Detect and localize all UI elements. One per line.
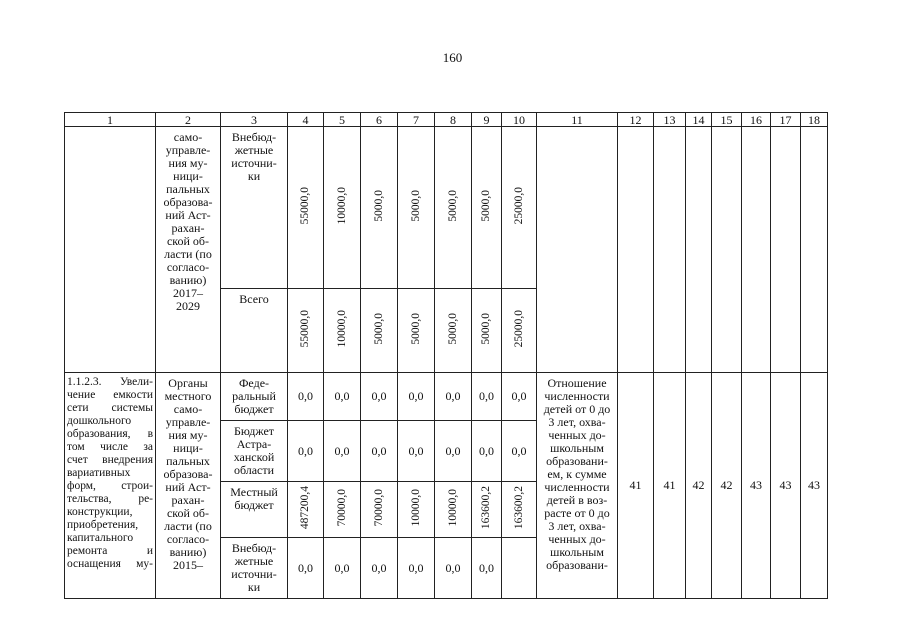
amount-cell: 0,0 (288, 538, 324, 599)
target-value-cell: 43 (742, 373, 771, 599)
amount-value: 5000,0 (480, 190, 492, 222)
amount-value: 10000,0 (446, 489, 459, 527)
measure-line: счет внедрения (67, 454, 153, 466)
header-cell: 11 (537, 113, 618, 127)
amount-cell: 0,0 (288, 421, 324, 482)
header-cell: 2 (156, 113, 221, 127)
amount-value: 10000,0 (409, 489, 422, 527)
funding-source-cell: Внебюд- жетные источни- ки (221, 127, 288, 289)
amount-cell (472, 127, 502, 289)
amount-cell: 0,0 (435, 421, 472, 482)
header-cell: 1 (65, 113, 156, 127)
amount-value: 5000,0 (446, 190, 459, 222)
amount-value: 487200,4 (299, 486, 311, 530)
table-row (65, 373, 828, 421)
target-cell-empty (654, 127, 686, 373)
amount-cell: 0,0 (288, 373, 324, 421)
amount-cell: 0,0 (472, 538, 502, 599)
amount-cell (361, 127, 398, 289)
target-cell-empty (801, 127, 828, 373)
measure-line: том числе за (67, 441, 153, 453)
target-value-cell: 41 (618, 373, 654, 599)
page-number: 160 (442, 50, 463, 65)
measure-line: капитального (67, 532, 134, 544)
amount-cell (502, 127, 537, 289)
amount-cell (288, 482, 324, 538)
measure-line: конструкции, (67, 506, 133, 518)
amount-cell (502, 482, 537, 538)
amount-value: 10000,0 (335, 310, 348, 348)
amount-cell: 0,0 (361, 538, 398, 599)
amount-cell (324, 127, 361, 289)
measure-line: дошкольного (67, 415, 132, 427)
amount-value: 5000,0 (372, 190, 385, 222)
amount-cell (361, 289, 398, 373)
amount-cell (398, 289, 435, 373)
amount-cell (472, 482, 502, 538)
amount-cell (502, 289, 537, 373)
amount-cell: 0,0 (472, 421, 502, 482)
header-cell: 9 (472, 113, 502, 127)
amount-cell: 0,0 (435, 538, 472, 599)
amount-value: 5000,0 (446, 313, 459, 345)
measure-line: приобретения, (67, 519, 139, 531)
amount-cell: 0,0 (324, 421, 361, 482)
measure-line: форм, строи- (67, 480, 153, 492)
amount-cell: 0,0 (361, 373, 398, 421)
amount-cell: 0,0 (398, 373, 435, 421)
header-cell: 16 (742, 113, 771, 127)
amount-cell: 0,0 (502, 421, 537, 482)
amount-value: 55000,0 (299, 310, 311, 348)
header-cell: 14 (686, 113, 712, 127)
amount-value: 55000,0 (299, 187, 311, 225)
amount-cell (435, 127, 472, 289)
amount-cell: 0,0 (502, 373, 537, 421)
header-cell: 17 (771, 113, 801, 127)
measure-cell-empty (65, 127, 156, 373)
amount-cell (288, 127, 324, 289)
table-body (65, 113, 828, 599)
measure-line: оснащения му- (67, 558, 153, 570)
executor-cell: Органы местного само- управле- ния му- ници- пальных образова- ний Аст- рахан- ской об- ласти (по согласо- ванию) 2015– (156, 373, 221, 599)
amount-cell (502, 538, 537, 599)
amount-cell: 0,0 (398, 421, 435, 482)
measure-line: вариативных (67, 467, 131, 479)
header-cell: 8 (435, 113, 472, 127)
measure-cell (65, 373, 156, 599)
funding-source-cell: Всего (221, 289, 288, 373)
header-cell: 18 (801, 113, 828, 127)
header-cell: 3 (221, 113, 288, 127)
amount-value: 10000,0 (335, 187, 348, 225)
indicator-cell: Отношение численности детей от 0 до 3 лет, охва- ченных до- школьным образовани- ем, к сумме численности детей в воз- расте от 0 до 3 лет, охва- ченных до- школьным образовани- (537, 373, 618, 599)
amount-cell (361, 482, 398, 538)
amount-cell: 0,0 (398, 538, 435, 599)
amount-cell: 0,0 (324, 538, 361, 599)
amount-cell (398, 482, 435, 538)
measure-line: образования, в (67, 428, 153, 440)
amount-value: 25000,0 (512, 187, 525, 225)
header-cell: 13 (654, 113, 686, 127)
amount-cell (324, 482, 361, 538)
header-cell: 10 (502, 113, 537, 127)
amount-value: 70000,0 (335, 489, 348, 527)
amount-value: 70000,0 (372, 489, 385, 527)
header-cell: 15 (712, 113, 742, 127)
funding-source-cell: Феде- ральный бюджет (221, 373, 288, 421)
measure-line: тельства, ре- (67, 493, 153, 505)
header-cell: 7 (398, 113, 435, 127)
target-value-cell: 42 (686, 373, 712, 599)
amount-value: 5000,0 (409, 313, 422, 345)
amount-cell (435, 289, 472, 373)
measure-line: 1.1.2.3. Увели- (67, 376, 153, 388)
measure-line: чение емкости (67, 389, 153, 401)
amount-cell: 0,0 (361, 421, 398, 482)
amount-cell: 0,0 (472, 373, 502, 421)
amount-value: 5000,0 (409, 190, 422, 222)
amount-cell: 0,0 (324, 373, 361, 421)
amount-cell (472, 289, 502, 373)
target-cell-empty (712, 127, 742, 373)
amount-value: 5000,0 (480, 313, 492, 345)
funding-source-cell: Бюджет Астра- ханской области (221, 421, 288, 482)
amount-value: 163600,2 (480, 486, 492, 530)
target-value-cell: 43 (801, 373, 828, 599)
amount-cell: 0,0 (435, 373, 472, 421)
indicator-cell-empty (537, 127, 618, 373)
funding-source-cell: Внебюд- жетные источни- ки (221, 538, 288, 599)
target-cell-empty (618, 127, 654, 373)
amount-cell (398, 127, 435, 289)
target-value-cell: 42 (712, 373, 742, 599)
table-row (65, 127, 828, 289)
target-value-cell: 43 (771, 373, 801, 599)
amount-cell (288, 289, 324, 373)
header-cell: 6 (361, 113, 398, 127)
header-row (65, 113, 828, 127)
funding-source-cell: Местный бюджет (221, 482, 288, 538)
target-cell-empty (686, 127, 712, 373)
amount-cell (324, 289, 361, 373)
amount-value: 163600,2 (512, 486, 525, 530)
program-table (64, 112, 828, 599)
amount-cell (435, 482, 472, 538)
amount-value: 25000,0 (512, 310, 525, 348)
executor-cell: само- управле- ния му- ници- пальных образова- ний Аст- рахан- ской об- ласти (по согласо- ванию) 2017– 2029 (156, 127, 221, 373)
target-cell-empty (742, 127, 771, 373)
header-cell: 12 (618, 113, 654, 127)
measure-line: сети системы (67, 402, 153, 414)
target-value-cell: 41 (654, 373, 686, 599)
header-cell: 5 (324, 113, 361, 127)
amount-value: 5000,0 (372, 313, 385, 345)
header-cell: 4 (288, 113, 324, 127)
target-cell-empty (771, 127, 801, 373)
measure-line: ремонта и (67, 545, 153, 557)
